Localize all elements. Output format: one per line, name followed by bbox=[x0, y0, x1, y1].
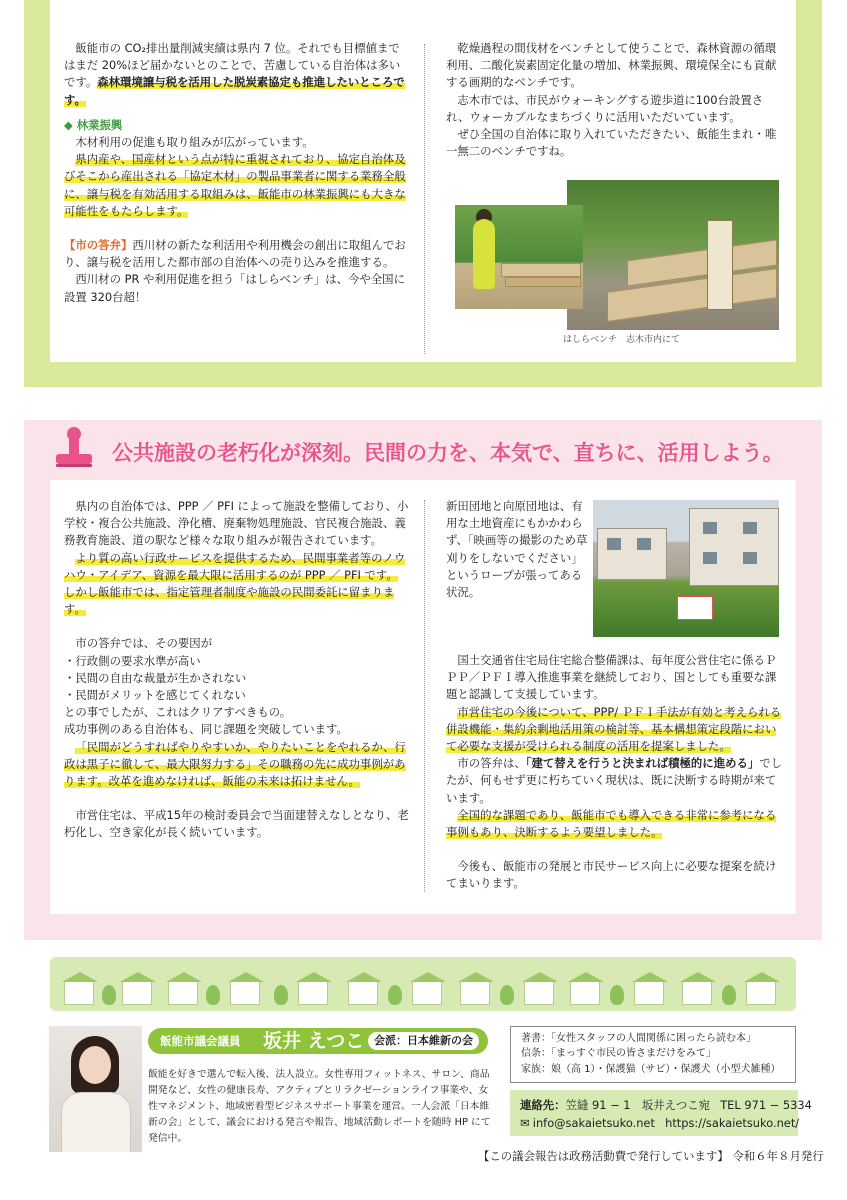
ppp-pfi-highlight-paragraph bbox=[64, 550, 409, 619]
website-link[interactable]: https://sakaietsuko.net/ bbox=[665, 1115, 800, 1130]
housing-estate-text: 新田団地と向原団地は、有用な土地資産にもかかわらず、「映画等の撮影のため草刈りをしないでください」というロープが張ってある状況。 bbox=[446, 499, 588, 600]
shiki-city-paragraph: 志木市では、市民がウォーキングする遊歩道に100台設置され、ウォーカブルなまちづくりに活用いただいています。 bbox=[446, 92, 764, 124]
forestry-heading: ◆ 林業振興 bbox=[64, 117, 123, 132]
column-divider bbox=[424, 44, 425, 354]
councillor-role: 飯能市議会議員 bbox=[160, 1034, 241, 1048]
book-title: 著書：「女性スタッフの人間関係に困ったら読む本」 bbox=[521, 1033, 756, 1044]
party-badge: 会派：日本維新の会 bbox=[368, 1032, 479, 1050]
municipal-housing-paragraph: 市営住宅は、平成15年の検討委員会で当面建替えなしとなり、老朽化し、空き家化が長く続いています。 bbox=[64, 808, 409, 840]
contact-email[interactable]: info@sakaietsuko.net bbox=[532, 1115, 655, 1130]
column-divider bbox=[424, 500, 425, 892]
stamp-icon bbox=[50, 424, 98, 472]
section-public-facilities-title: 公共施設の老朽化が深刻。民間の力を、本気で、直ちに、活用しよう。 bbox=[112, 441, 784, 465]
forestry-right-column bbox=[446, 40, 786, 160]
decision-request-highlight: 全国的な課題であり、飯能市でも導入できる非常に参考になる事例もあり、決断するよう要望しました。 bbox=[446, 807, 777, 840]
housing-proposal-highlight: 市営住宅の今後について、PPP/ ＰＦＩ手法が有効と考えられる併設機能・集約余剰地活用策の検討等、基本構想策定段階において必要な支援が受けられる制度の活用を提案しました。 bbox=[446, 704, 782, 754]
councillor-bio: 飯能を好きで選んで転入後、法人設立。女性専用フィットネス、サロン、商品開発など、女性の健康長寿、アクティブとリラクゼーションライフ事業や、女性マネジメント、地域密着型ビジネスサポート事業を運営。一人会派「日本維新の会」として、議会における発言や報告、地域活動レポートを随時 HP にて発信中。 bbox=[148, 1069, 491, 1144]
agreement-wood-highlight: 県内産や、国産材という点が特に重視されており、協定自治体及びそこから産出される「協定木材」の製品事業者に関する業務全般に、譲与税を有効活用する取組みは、飯能市の林業振興にも大きな可能性をもたらします。 bbox=[64, 152, 406, 218]
forestry-left-column bbox=[64, 40, 409, 306]
town-illustration bbox=[50, 957, 796, 1011]
hashira-bench-paragraph: 西川材の PR や利用促進を担う「はしらベンチ」は、今や全国に設置 320台超！ bbox=[64, 272, 405, 304]
issue-date: 令和６年８月発行 bbox=[732, 1149, 824, 1163]
clear-statement: との事でしたが、これはクリアすべきもの。 bbox=[64, 705, 292, 720]
profile-info-box bbox=[510, 1026, 796, 1083]
councillor-name: 坂井 えつこ bbox=[263, 1030, 365, 1052]
city-answer-intro: 市の答弁では、その要因が bbox=[75, 636, 213, 651]
housing-estate-photo bbox=[593, 500, 779, 637]
city-answer-paragraph: 【市の答弁】西川材の新たな利活用や利用機会の創出に取組んでおり、譲与税を活用した都市部の自治体への売り込みを推進する。 bbox=[64, 238, 406, 270]
reason-item: ・民間がメリットを感じてくれない bbox=[64, 688, 246, 703]
family: 家族：娘（高 1）・保護猫（サビ）・保護犬（小型犬雑種） bbox=[521, 1063, 781, 1075]
contact-tel: TEL 971 − 5334 bbox=[720, 1098, 812, 1112]
ppp-pfi-paragraph: 県内の自治体では、PPP ／ PFI によって施設を整備しており、小学校・複合公共施設、浄化槽、廃棄物処理施設、官民複合施設、義務教育施設、道の駅など様々な取り組みが報告されています。 bbox=[64, 499, 409, 548]
decision-request-paragraph bbox=[446, 807, 786, 841]
success-highlight: 「民間がどうすればやりやすいか、やりたいことをやれるか、行政は黒子に徹して、最大限努力する」その職務の先に成功事例があります。改革を進めなければ、飯能の未来は拓けません。 bbox=[64, 739, 406, 789]
decarbonization-highlight: 森林環境譲与税を活用した脱炭素協定も推進したいところです。 bbox=[64, 75, 405, 107]
housing-proposal-paragraph bbox=[446, 704, 786, 756]
facilities-left-column bbox=[64, 498, 409, 842]
success-highlight-paragraph bbox=[64, 739, 409, 791]
ppp-pfi-highlight: より質の高い行政サービスを提供するため、民間事業者等のノウハウ・アイデア、資源を最大限に活用するのが PPP ／ PFI です。しかし飯能市では、指定管理者制度や施設の民間委託に留まります。 bbox=[64, 550, 406, 617]
wood-use-paragraph: 木材利用の促進も取り組みが広がっています。 bbox=[75, 135, 314, 150]
reason-item: ・民間の自由な裁量が生かされない bbox=[64, 670, 247, 685]
bench-with-person-photo bbox=[455, 205, 583, 309]
mail-icon: ✉ bbox=[520, 1115, 530, 1130]
contact-address: 笠縫 91 − 1 坂井えつこ宛 bbox=[565, 1098, 711, 1112]
forestry-highlight-paragraph bbox=[64, 151, 409, 220]
rebuild-answer-quote: 「建て替えを行うと決まれば積極的に進める」 bbox=[525, 756, 760, 771]
bench-closeup-photo bbox=[567, 180, 779, 330]
facilities-right-column bbox=[446, 652, 786, 893]
bench-photo-caption: はしらベンチ 志木市内にて bbox=[563, 335, 681, 345]
co2-paragraph: 飯能市の CO₂排出量削減実績は県内 7 位。それでも目標値まではまだ 20%ほど届かないとのことで、苦慮している自治体は多いです。森林環境譲与税を活用した脱炭素協定も推進したいところです。 bbox=[64, 41, 405, 107]
mlit-paragraph: 国土交通省住宅局住宅総合整備課は、毎年度公営住宅に係るＰＰＰ／ＰＦＩ導入推進事業を継続しており、国としても重要な課題と認識して支援しています。 bbox=[446, 653, 777, 702]
bench-recommendation-paragraph: ぜひ全国の自治体に取り入れていただきたい、飯能生まれ・唯一無二のベンチですね。 bbox=[446, 127, 777, 159]
success-cases-statement: 成功事例のある自治体も、同じ課題を突破しています。 bbox=[64, 722, 348, 737]
closing-paragraph: 今後も、飯能市の発展と市民サービス向上に必要な提案を続けてまいります。 bbox=[446, 859, 777, 891]
answer-tag: 【市の答弁】 bbox=[64, 238, 133, 253]
rebuild-answer-paragraph: 市の答弁は、「建て替えを行うと決まれば積極的に進める」でしたが、何もせず更に朽ちていく現状は、既に決断する時期が来ています。 bbox=[446, 756, 783, 805]
contact-box bbox=[510, 1090, 812, 1136]
motto: 信条：「まっすぐ市民の皆さまだけをみて」 bbox=[521, 1048, 716, 1060]
footer-note: 【この議会報告は政務活動費で発行しています】 令和６年８月発行 bbox=[478, 1149, 824, 1163]
bench-description-paragraph: 乾燥過程の間伐材をベンチとして使うことで、森林資源の循環利用、二酸化炭素固定化量の増加、林業振興、環境保全にも貢献する画期的なベンチです。 bbox=[446, 41, 777, 90]
reason-item: ・行政側の要求水準が高い bbox=[64, 653, 201, 668]
councillor-portrait bbox=[49, 1026, 142, 1152]
contact-label: 連絡先： bbox=[520, 1098, 566, 1112]
